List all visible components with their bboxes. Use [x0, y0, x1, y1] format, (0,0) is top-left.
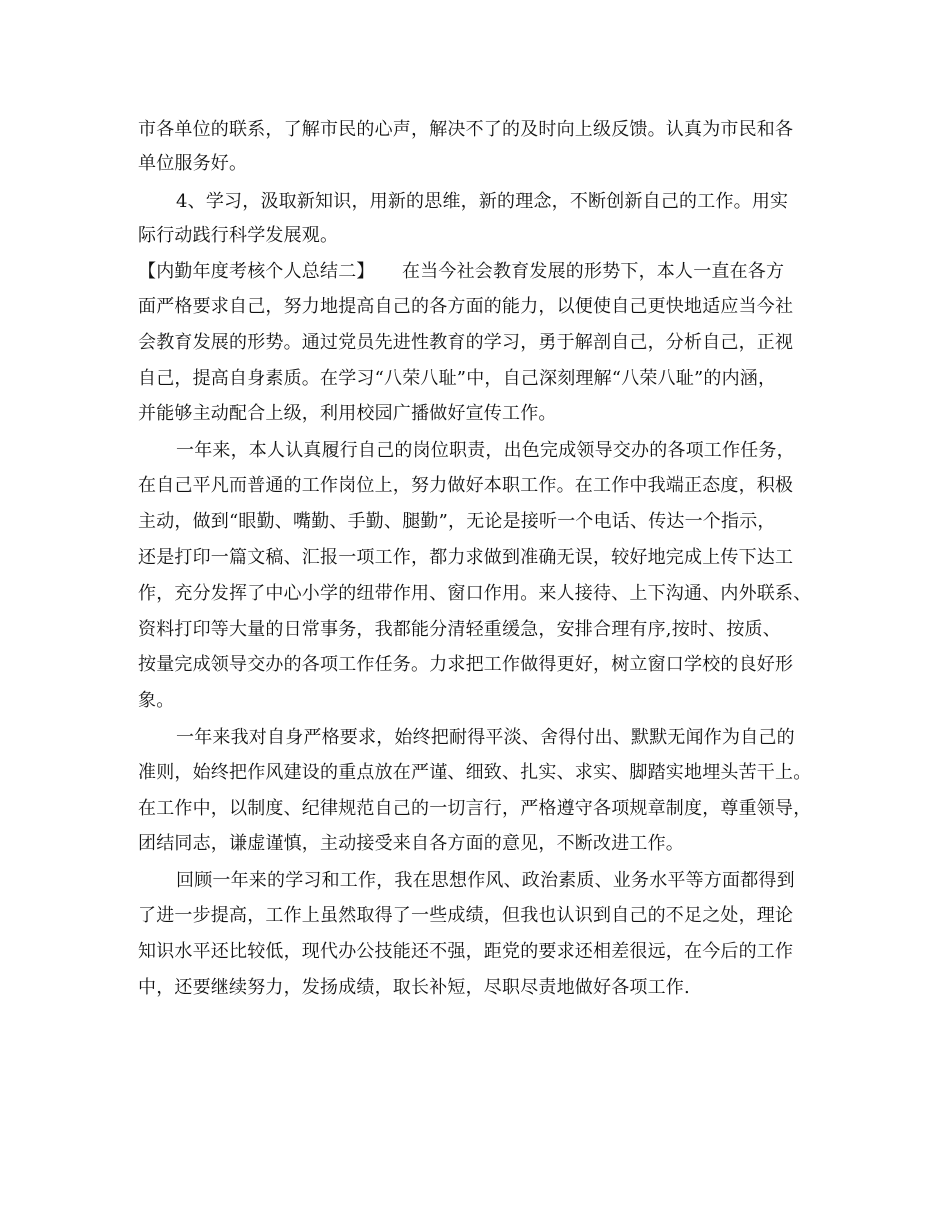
text-line: 主动，做到“眼勤、嘴勤、手勤、腿勤”，无论是接听一个电话、传达一个指示，	[138, 511, 776, 532]
text-line: 在自己平凡而普通的工作岗位上，努力做好本职工作。在工作中我端正态度，积极	[138, 475, 794, 496]
text-line: 在工作中，以制度、纪律规范自己的一切言行，严格遵守各项规章制度，尊重领导，	[138, 798, 812, 819]
text-line: 中，还要继续努力，发扬成绩，取长补短，尽职尽责地做好各项工作.	[138, 977, 690, 998]
text-line: 自己，提高自身素质。在学习“八荣八耻”中，自己深刻理解“八荣八耻”的内涵，	[138, 368, 777, 389]
text-line: 会教育发展的形势。通过党员先进性教育的学习，勇于解剖自己，分析自己，正视	[138, 332, 794, 353]
text-line: 按量完成领导交办的各项工作任务。力求把工作做得更好，树立窗口学校的良好形	[138, 654, 794, 675]
text-line: 知识水平还比较低，现代办公技能还不强，距党的要求还相差很远，在今后的工作	[138, 941, 794, 962]
text-line: 了进一步提高，工作上虽然取得了一些成绩，但我也认识到自己的不足之处，理论	[138, 905, 794, 926]
text-line: 作，充分发挥了中心小学的纽带作用、窗口作用。来人接待、上下沟通、内外联系、	[138, 583, 812, 604]
text-line: 并能够主动配合上级，利用校园广播做好宣传工作。	[138, 403, 557, 424]
text-line: 际行动践行科学发展观。	[138, 225, 339, 246]
text-line: 还是打印一篇文稿、汇报一项工作，都力求做到准确无误，较好地完成上传下达工	[138, 547, 794, 568]
text-line: 面严格要求自己，努力地提高自己的各方面的能力，以便使自己更快地适应当今社	[138, 296, 794, 317]
text-line: 4、学习，汲取新知识，用新的思维，新的理念，不断创新自己的工作。用实	[176, 191, 789, 212]
text-line: 一年来，本人认真履行自己的岗位职责，出色完成领导交办的各项工作任务，	[176, 440, 795, 461]
text-line: 团结同志，谦虚谨慎，主动接受来自各方面的意见，不断改进工作。	[138, 833, 684, 854]
text-line: 市各单位的联系，了解市民的心声，解决不了的及时向上级反馈。认真为市民和各	[138, 119, 794, 140]
text-line: 资料打印等大量的日常事务，我都能分清轻重缓急，安排合理有序,按时、按质、	[138, 619, 781, 640]
text-line: 回顾一年来的学习和工作，我在思想作风、政治素质、业务水平等方面都得到	[176, 870, 795, 891]
text-line: 准则，始终把作风建设的重点放在严谨、细致、扎实、求实、脚踏实地埋头苦干上。	[138, 762, 812, 783]
section-heading-line: 【内勤年度考核个人总结二】 在当今社会教育发展的形势下，本人一直在各方	[138, 261, 785, 282]
text-line: 象。	[138, 690, 175, 711]
text-line: 一年来我对自身严格要求，始终把耐得平淡、舍得付出、默默无闻作为自己的	[176, 727, 795, 748]
text-line: 单位服务好。	[138, 153, 248, 174]
